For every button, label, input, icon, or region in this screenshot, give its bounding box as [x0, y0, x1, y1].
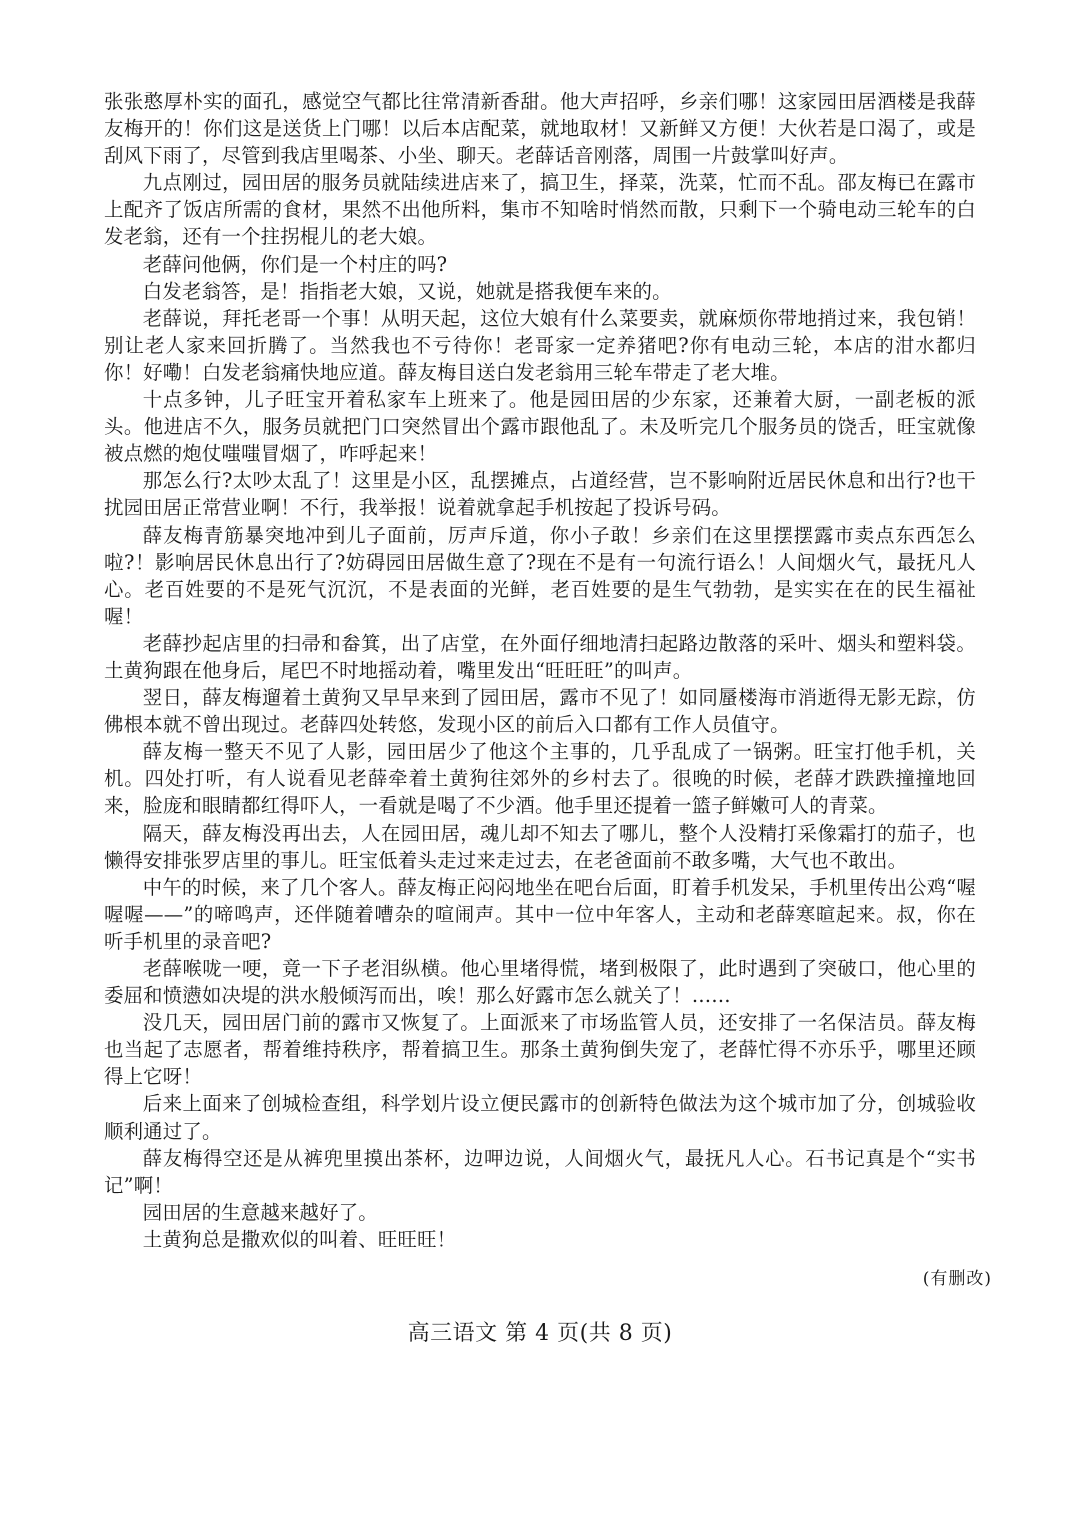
paragraph: 后来上面来了创城检查组，科学划片设立便民露市的创新特色做法为这个城市加了分，创城验收顺利通过了。	[104, 1092, 976, 1143]
paragraph: 薛友梅得空还是从裤兜里摸出茶杯，边呷边说，人间烟火气，最抚凡人心。石书记真是个“实书记”啊！	[104, 1146, 976, 1197]
paragraph: 薛友梅一整天不见了人影，园田居少了他这个主事的，几乎乱成了一锅粥。旺宝打他手机，关机。四处打听，有人说看见老薛牵着土黄狗往郊外的乡村去了。很晚的时候，老薛才跌跌撞撞地回来，脸庞和眼睛都红得吓人，一看就是喝了不少酒。他手里还提着一篮子鲜嫩可人的青菜。	[104, 740, 976, 818]
paragraph: 那怎么行?太吵太乱了！这里是小区，乱摆摊点，占道经营，岂不影响附近居民休息和出行?也干扰园田居正常营业啊！不行，我举报！说着就拿起手机按起了投诉号码。	[104, 469, 976, 520]
paragraph: 土黄狗总是撒欢似的叫着、旺旺旺！	[142, 1227, 457, 1251]
paragraph: 没几天，园田居门前的露市又恢复了。上面派来了市场监管人员，还安排了一名保洁员。薛友梅也当起了志愿者，帮着维持秩序，帮着搞卫生。那条土黄狗倒失宠了，老薛忙得不亦乐乎，哪里还顾得上它呀！	[104, 1011, 976, 1089]
paragraph: 老薛喉咙一哽，竟一下子老泪纵横。他心里堵得慌，堵到极限了，此时遇到了突破口，他心里的委屈和愤懑如决堤的洪水般倾泻而出，唉！那么好露市怎么就关了！……	[104, 957, 976, 1008]
paragraph: 张张憨厚朴实的面孔，感觉空气都比往常清新香甜。他大声招呼，乡亲们哪！这家园田居酒楼是我薛友梅开的！你们这是送货上门哪！以后本店配菜，就地取材！又新鲜又方便！大伙若是口渴了，或是刮风下雨了，尽管到我店里喝茶、小坐、聊天。老薛话音刚落，周围一片鼓掌叫好声。	[104, 90, 976, 168]
paragraph: 薛友梅青筋暴突地冲到儿子面前，厉声斥道，你小子敢！乡亲们在这里摆摆露市卖点东西怎么啦?！影响居民休息出行了?妨碍园田居做生意了?现在不是有一句流行语么！人间烟火气，最抚凡人心。老百姓要的不是死气沉沉，不是表面的光鲜，老百姓要的是生气勃勃，是实实在在的民生福祉喔！	[104, 523, 976, 628]
paragraph: 中午的时候，来了几个客人。薛友梅正闷闷地坐在吧台后面，盯着手机发呆，手机里传出公鸡“喔喔喔——”的啼鸣声，还伴随着嘈杂的喧闹声。其中一位中年客人，主动和老薛寒暄起来。叔，你在听手机里的录音吧?	[104, 875, 976, 953]
paragraph: 翌日，薛友梅遛着土黄狗又早早来到了园田居，露市不见了！如同蜃楼海市消逝得无影无踪，仿佛根本就不曾出现过。老薛四处转悠，发现小区的前后入口都有工作人员值守。	[104, 686, 976, 737]
paragraph: 九点刚过，园田居的服务员就陆续进店来了，搞卫生，择菜，洗菜，忙而不乱。邵友梅已在露市上配齐了饭店所需的食材，果然不出他所料，集市不知啥时悄然而散，只剩下一个骑电动三轮车的白发老翁，还有一个拄拐棍儿的老大娘。	[104, 171, 976, 249]
source-note: (有删改)	[922, 1269, 992, 1289]
paragraph: 隔天，薛友梅没再出去，人在园田居，魂儿却不知去了哪儿，整个人没精打采像霜打的茄子，也懒得安排张罗店里的事儿。旺宝低着头走过来走过去，在老爸面前不敢多嘴，大气也不敢出。	[104, 821, 976, 872]
story-text	[104, 88, 976, 1253]
page-footer: 高三语文 第 4 页(共 8 页)	[407, 1321, 673, 1346]
paragraph: 十点多钟，儿子旺宝开着私家车上班来了。他是园田居的少东家，还兼着大厨，一副老板的派头。他进店不久，服务员就把门口突然冒出个露市跟他乱了。未及听完几个服务员的饶舌，旺宝就像被点燃的炮仗嗤嗤冒烟了，咋呼起来！	[104, 388, 976, 466]
paragraph: 白发老翁答，是！指指老大娘，又说，她就是搭我便车来的。	[142, 279, 672, 303]
paragraph: 老薛抄起店里的扫帚和畚箕，出了店堂，在外面仔细地清扫起路边散落的采叶、烟头和塑料袋。土黄狗跟在他身后，尾巴不时地摇动着，嘴里发出“旺旺旺”的叫声。	[104, 631, 976, 682]
paragraph: 老薛问他俩，你们是一个村庄的吗?	[142, 252, 448, 276]
paragraph: 园田居的生意越来越好了。	[142, 1200, 378, 1224]
paragraph: 老薛说，拜托老哥一个事！从明天起，这位大娘有什么菜要卖，就麻烦你带地捎过来，我包销！别让老人家来回折腾了。当然我也不亏待你！老哥家一定养猪吧?你有电动三轮，本店的泔水都归你！好嘞！白发老翁痛快地应道。薛友梅目送白发老翁用三轮车带走了老大堆。	[104, 306, 976, 384]
